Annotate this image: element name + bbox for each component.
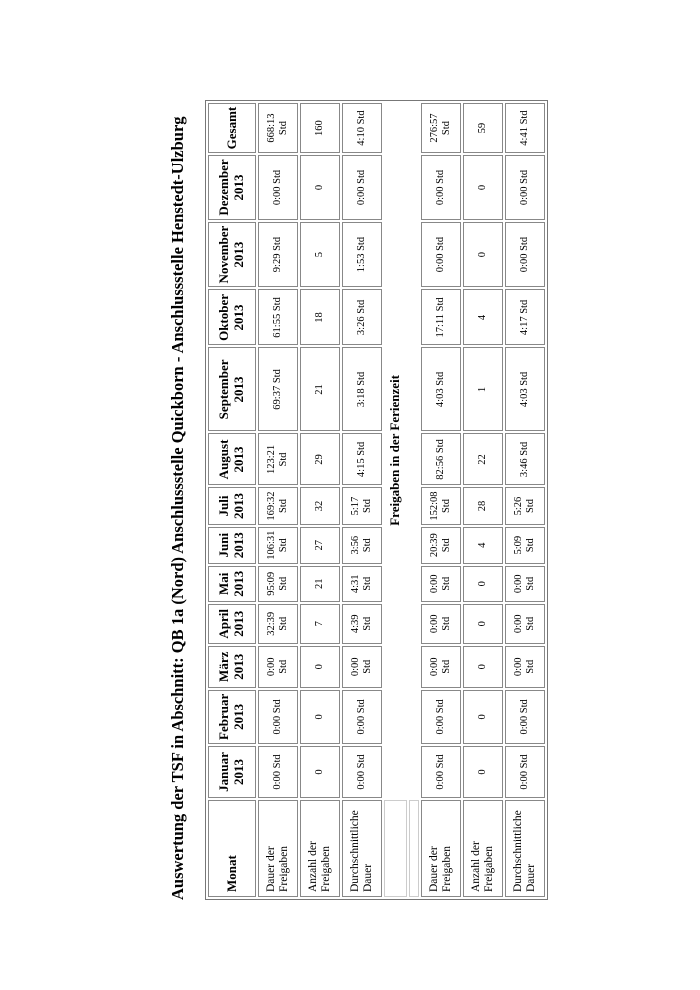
value-cell: 9:29 Std [258,222,298,288]
row-label: Dauer der Freigaben [421,800,461,897]
row-label: Anzahl der Freigaben [463,800,503,897]
header-month: November 2013 [208,222,256,288]
value-cell: 0:00 Std [505,604,545,644]
header-monat: Monat [208,800,256,897]
header-month: September 2013 [208,347,256,431]
value-cell: 7 [300,604,340,644]
header-month: April 2013 [208,604,256,644]
value-cell: 3:18 Std [342,347,382,431]
value-cell: 29 [300,433,340,485]
total-cell: 276:57 Std [421,103,461,154]
value-cell: 0:00 Std [421,604,461,644]
value-cell: 4:31 Std [342,566,382,602]
table-row [342,103,382,897]
value-cell: 0 [463,746,503,798]
value-cell: 17:11 Std [421,289,461,345]
value-cell: 106:31 Std [258,527,298,564]
value-cell: 0:00 Std [258,690,298,744]
value-cell: 27 [300,527,340,564]
value-cell: 0 [300,690,340,744]
row-label: Dauer der Freigaben [258,800,298,897]
value-cell: 0:00 Std [421,646,461,688]
value-cell: 4:03 Std [421,347,461,431]
header-month: August 2013 [208,433,256,485]
value-cell: 0:00 Std [342,746,382,798]
value-cell: 21 [300,347,340,431]
value-cell: 20:39 Std [421,527,461,564]
table-row [258,103,298,897]
value-cell: 0:00 Std [505,690,545,744]
total-cell: 4:41 Std [505,103,545,154]
header-month: Juni 2013 [208,527,256,564]
value-cell: 0:00 Std [505,566,545,602]
value-cell: 28 [463,487,503,524]
value-cell: 0 [463,604,503,644]
tsf-table [205,100,548,900]
value-cell: 69:37 Std [258,347,298,431]
value-cell: 1:53 Std [342,222,382,288]
table-row [421,103,461,897]
value-cell: 4:15 Std [342,433,382,485]
holiday-rows [421,103,545,897]
value-cell: 0:00 Std [421,155,461,219]
row-label: Durchschnittliche Dauer [342,800,382,897]
value-cell: 5:17 Std [342,487,382,524]
header-row [208,103,256,897]
value-cell: 0:00 Std [421,222,461,288]
header-month: Januar 2013 [208,746,256,798]
total-cell: 4:10 Std [342,103,382,154]
page-title: Auswertung der TSF in Abschnitt: QB 1a (Nord) Anschlussstelle Quickborn - Anschlussstelle Henstedt-Ulzburg [168,116,187,900]
value-cell: 0:00 Std [421,746,461,798]
value-cell: 82:56 Std [421,433,461,485]
value-cell: 0 [463,646,503,688]
value-cell: 5 [300,222,340,288]
value-cell: 0 [463,566,503,602]
value-cell: 0:00 Std [258,746,298,798]
value-cell: 32:39 Std [258,604,298,644]
header-gesamt: Gesamt [208,103,256,154]
section-header [384,103,419,897]
value-cell: 152:08 Std [421,487,461,524]
value-cell: 0 [300,746,340,798]
value-cell: 4:39 Std [342,604,382,644]
header-month: Oktober 2013 [208,289,256,345]
value-cell: 0:00 Std [342,690,382,744]
row-label: Durchschnittliche Dauer [505,800,545,897]
value-cell: 61:55 Std [258,289,298,345]
value-cell: 0:00 Std [421,566,461,602]
total-cell: 160 [300,103,340,154]
value-cell: 5:26 Std [505,487,545,524]
value-cell: 0:00 Std [505,222,545,288]
value-cell: 0:00 Std [258,155,298,219]
value-cell: 0 [463,690,503,744]
value-cell: 0 [300,646,340,688]
value-cell: 0 [300,155,340,219]
value-cell: 3:26 Std [342,289,382,345]
value-cell: 0:00 Std [421,690,461,744]
header-month: Februar 2013 [208,690,256,744]
row-label: Anzahl der Freigaben [300,800,340,897]
value-cell: 5:09 Std [505,527,545,564]
value-cell: 0:00 Std [505,746,545,798]
section-title: Freigaben in der Ferienzeit [387,374,402,526]
value-cell: 169:32 Std [258,487,298,524]
value-cell: 1 [463,347,503,431]
value-cell: 0:00 Std [342,646,382,688]
value-cell: 4 [463,527,503,564]
value-cell: 32 [300,487,340,524]
value-cell: 0 [463,155,503,219]
value-cell: 22 [463,433,503,485]
table-row [300,103,340,897]
value-cell: 123:21 Std [258,433,298,485]
header-month: Dezember 2013 [208,155,256,219]
value-cell: 3:56 Std [342,527,382,564]
value-cell: 4:03 Std [505,347,545,431]
total-cell: 668:13 Std [258,103,298,154]
spacer-cell [409,800,419,897]
value-cell: 18 [300,289,340,345]
table-row [463,103,503,897]
table-row [505,103,545,897]
value-cell: 0 [463,222,503,288]
header-month: Juli 2013 [208,487,256,524]
value-cell: 4:17 Std [505,289,545,345]
value-cell: 3:46 Std [505,433,545,485]
value-cell: 0:00 Std [505,646,545,688]
header-month: Mai 2013 [208,566,256,602]
spacer-cell [409,103,419,798]
total-cell: 59 [463,103,503,154]
header-month: März 2013 [208,646,256,688]
value-cell: 21 [300,566,340,602]
main-rows [258,103,382,897]
value-cell: 95:09 Std [258,566,298,602]
value-cell: 0:00 Std [505,155,545,219]
value-cell: 0:00 Std [342,155,382,219]
spacer-cell [384,800,407,897]
value-cell: 0:00 Std [258,646,298,688]
value-cell: 4 [463,289,503,345]
